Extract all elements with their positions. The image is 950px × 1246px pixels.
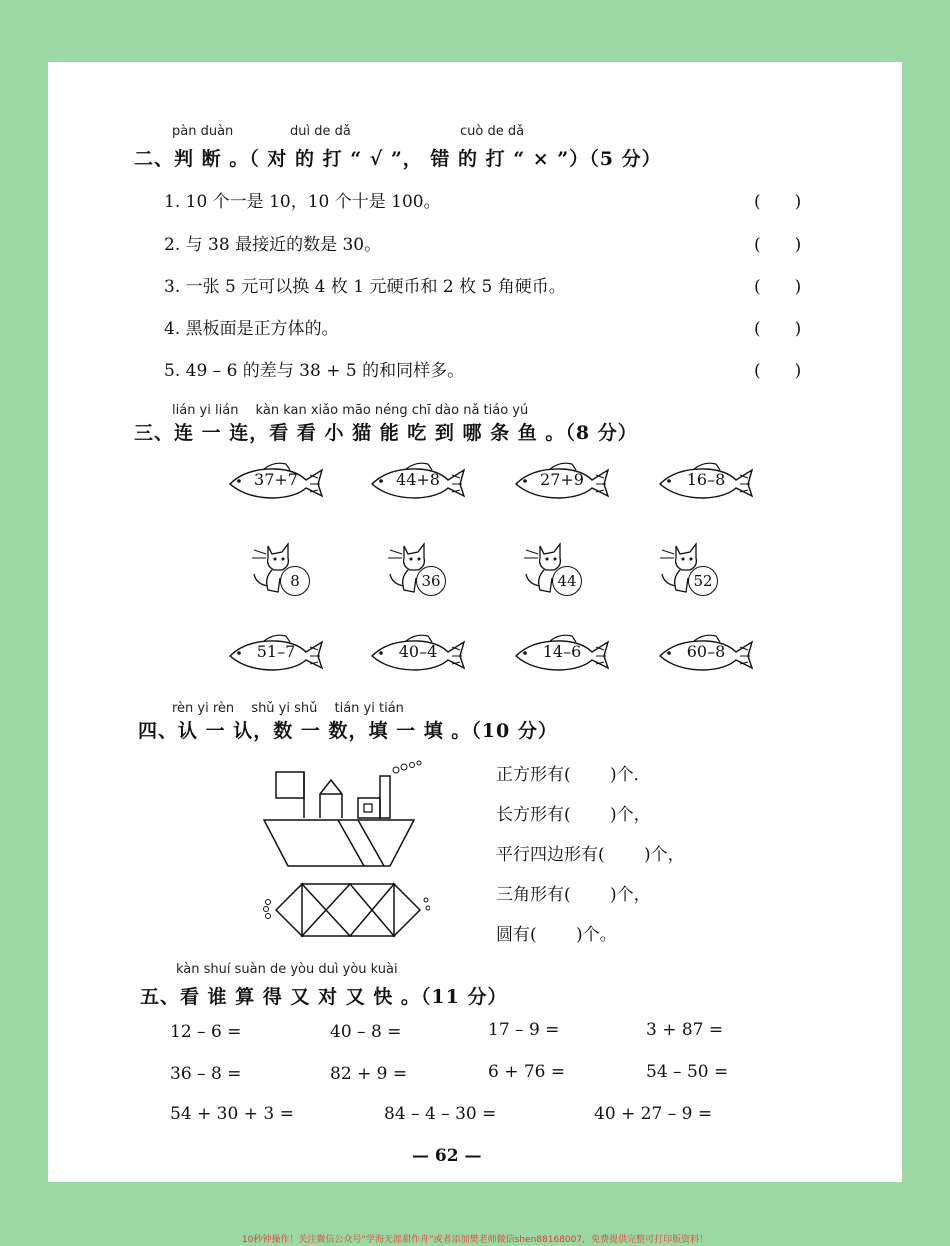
fish-expression: 51–7 [256, 642, 296, 661]
fish-bottom-3[interactable] [512, 632, 612, 676]
section3-pinyin: lián yi lián kàn kan xiǎo māo néng chī dào nǎ tiáo yú [172, 403, 529, 418]
equation[interactable]: 3 + 87 = [646, 1020, 724, 1040]
fill-square[interactable]: 正方形有( )个． [496, 765, 651, 785]
ship-shape-figure [258, 758, 430, 944]
fish-expression: 14–6 [542, 642, 582, 661]
fish-bottom-1[interactable] [226, 632, 326, 676]
section5-title: 五、看 谁 算 得 又 对 又 快 。（11 分） [140, 986, 508, 1008]
equation[interactable]: 84 – 4 – 30 = [384, 1104, 497, 1124]
cat-1[interactable] [250, 538, 312, 600]
equation[interactable]: 12 – 6 = [170, 1022, 242, 1042]
page-number: — 62 — [412, 1146, 482, 1166]
cat-3[interactable] [522, 538, 584, 600]
judge-answer-4[interactable]: ( ) [754, 319, 802, 339]
cat-4[interactable] [658, 538, 720, 600]
judge-answer-2[interactable]: ( ) [754, 235, 802, 255]
section2-title: 二、判 断 。（ 对 的 打 “ √ ”， 错 的 打 “ × ”）（5 分） [134, 148, 662, 170]
pinyin-dui-de-da: duì de dǎ [290, 124, 351, 139]
equation[interactable]: 6 + 76 = [488, 1062, 566, 1082]
section4-pinyin: rèn yi rèn shǔ yi shǔ tián yi tián [172, 701, 404, 716]
fish-expression: 37+7 [254, 470, 298, 489]
fill-circle[interactable]: 圆有( )个。 [496, 925, 617, 945]
fish-bottom-4[interactable] [656, 632, 756, 676]
fish-expression: 40–4 [398, 642, 438, 661]
fish-bottom-2[interactable] [368, 632, 468, 676]
cat-2[interactable] [386, 538, 448, 600]
pinyin-cuo-de-da: cuò de dǎ [460, 124, 525, 139]
equation[interactable]: 40 + 27 – 9 = [594, 1104, 713, 1124]
fill-rectangle[interactable]: 长方形有( )个， [496, 805, 651, 825]
judge-item-4: 4. 黑板面是正方体的。 [164, 319, 339, 339]
equation[interactable]: 54 + 30 + 3 = [170, 1104, 294, 1124]
fish-expression: 60–8 [686, 642, 726, 661]
judge-answer-1[interactable]: ( ) [754, 192, 802, 212]
equation[interactable]: 36 – 8 = [170, 1064, 242, 1084]
fill-triangle[interactable]: 三角形有( )个， [496, 885, 651, 905]
judge-item-1: 1. 10 个一是 10，10 个十是 100。 [164, 192, 441, 212]
section5-pinyin: kàn shuí suàn de yòu duì yòu kuài [176, 962, 398, 977]
fish-top-3[interactable] [512, 460, 612, 504]
pinyin-pan-duan: pàn duàn [172, 124, 234, 139]
cat-number: 36 [416, 566, 446, 596]
fish-top-1[interactable] [226, 460, 326, 504]
judge-answer-3[interactable]: ( ) [754, 277, 802, 297]
equation[interactable]: 54 – 50 = [646, 1062, 729, 1082]
equation[interactable]: 40 – 8 = [330, 1022, 402, 1042]
fish-top-2[interactable] [368, 460, 468, 504]
promo-footer: 10秒钟操作！关注微信公众号“学海无涯甜作舟”或者添加樊老师微信shen88168007，免费提供完整可打印版资料！ [241, 1235, 709, 1245]
fish-expression: 44+8 [396, 470, 440, 489]
fish-expression: 16–8 [686, 470, 726, 489]
judge-answer-5[interactable]: ( ) [754, 361, 802, 381]
fish-expression: 27+9 [540, 470, 584, 489]
judge-item-5: 5. 49 – 6 的差与 38 + 5 的和同样多。 [164, 361, 465, 381]
section3-title: 三、连 一 连，看 看 小 猫 能 吃 到 哪 条 鱼 。（8 分） [134, 422, 638, 444]
fill-parallelogram[interactable]: 平行四边形有( )个， [496, 845, 685, 865]
equation[interactable]: 82 + 9 = [330, 1064, 408, 1084]
judge-item-3: 3. 一张 5 元可以换 4 枚 1 元硬币和 2 枚 5 角硬币。 [164, 277, 566, 297]
cat-number: 52 [688, 566, 718, 596]
cat-number: 44 [552, 566, 582, 596]
equation[interactable]: 17 – 9 = [488, 1020, 560, 1040]
fish-top-4[interactable] [656, 460, 756, 504]
section4-title: 四、认 一 认，数 一 数，填 一 填 。（10 分） [138, 720, 558, 742]
cat-number: 8 [280, 566, 310, 596]
judge-item-2: 2. 与 38 最接近的数是 30。 [164, 235, 382, 255]
